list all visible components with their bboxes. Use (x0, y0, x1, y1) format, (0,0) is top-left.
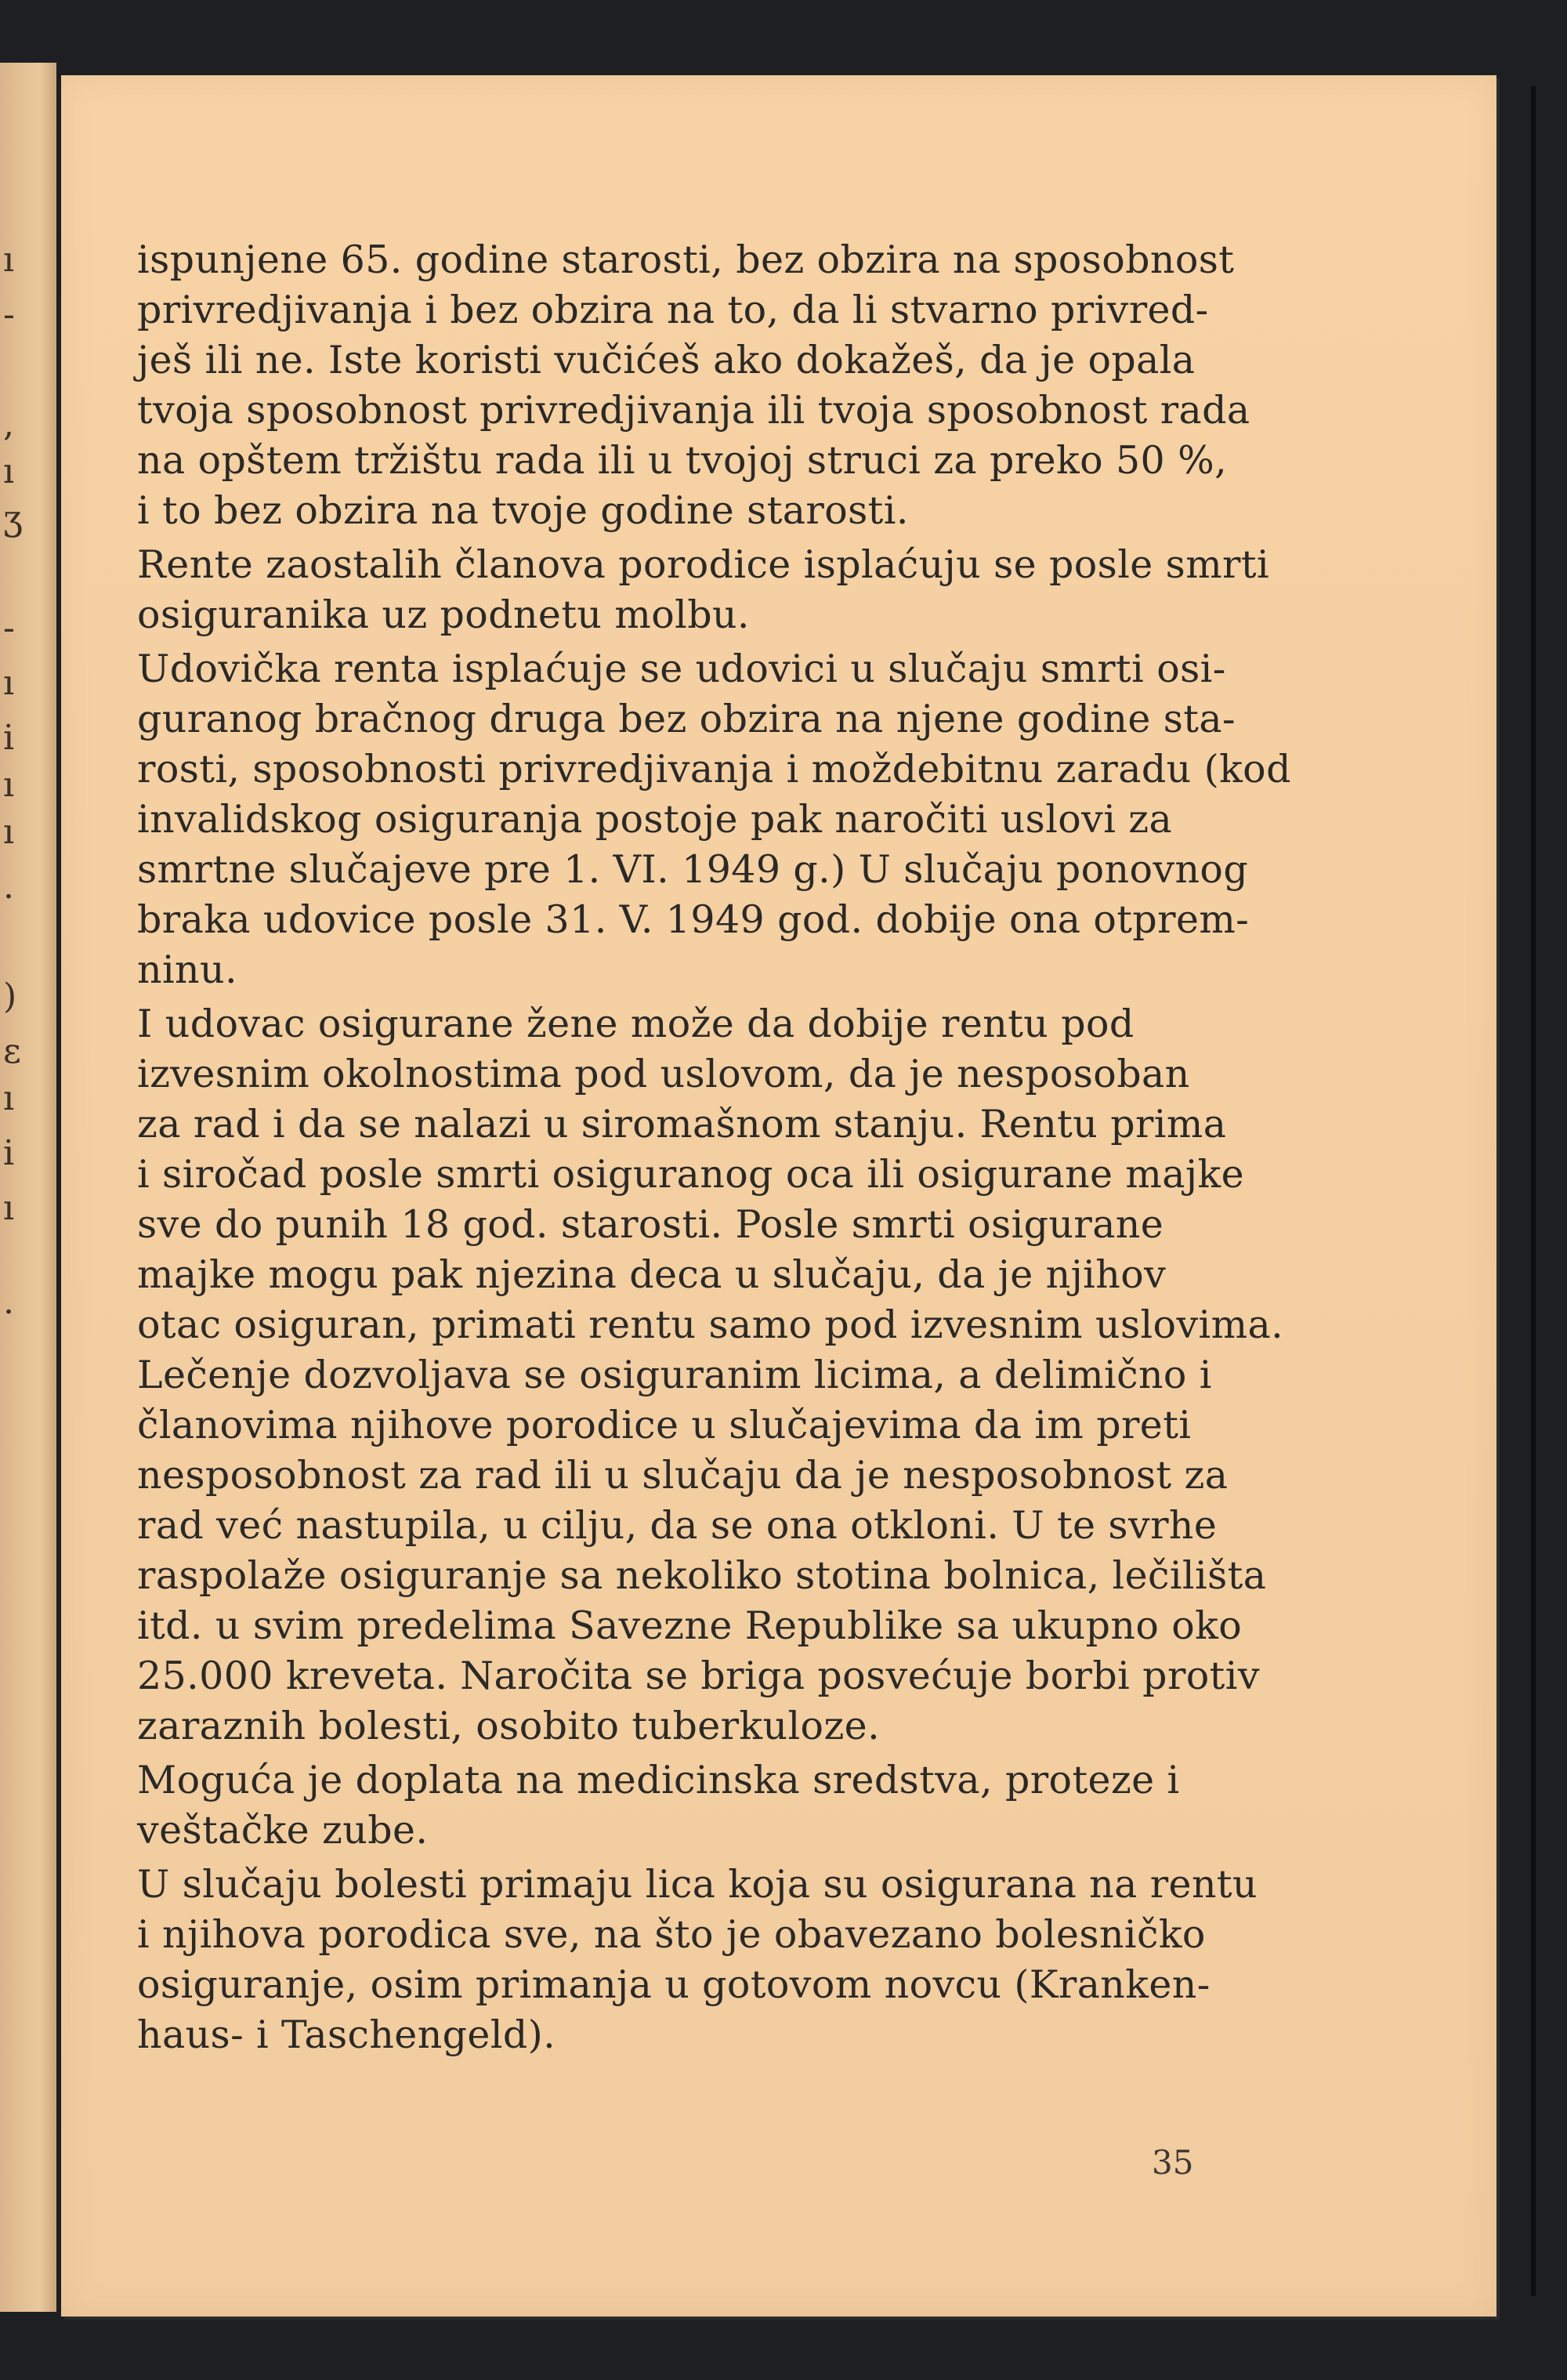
margin-fragment: ı (3, 451, 15, 491)
paragraph: ispunjene 65. godine starosti, bez obzira na sposobnost privredjivanja i bez obzira na to, da li stvarno privred- ješ ili ne. Iste koristi vučićeš ako dokažeš, da je opala tvoja sposobnost privredjivanja ili tvoja sposobnost rada na opštem tržištu rada ili u tvojoj struci za preko 50 %, i to bez obzira na tvoje godine starosti. (137, 237, 1250, 533)
previous-page-edge (0, 63, 56, 2312)
margin-fragment: i (3, 718, 15, 758)
margin-fragment: , (3, 404, 14, 444)
page-body (137, 235, 1344, 2064)
paragraph: Rente zaostalih članova porodice isplaćuju se posle smrti osiguranika uz podnetu molbu. (137, 542, 1270, 637)
paragraph: U slučaju bolesti primaju lica koja su osigurana na rentu i njihova porodica sve, na što je obavezano bolesničko osiguranje, osim primanja u gotovom novcu (Kranken- haus- i Taschengeld). (137, 1862, 1258, 2057)
margin-fragment: - (3, 295, 15, 335)
margin-fragment: ı (3, 1078, 15, 1118)
margin-fragment: i (3, 1133, 15, 1173)
paragraph: I udovac osigurane žene može da dobije rentu pod izvesnim okolnostima pod uslovom, da je nesposoban za rad i da se nalazi u siromašnom stanju. Rentu prima i siročad posle smrti osiguranog oca ili osigurane majke sve do punih 18 god. starosti. Posle smrti osigurane majke mogu pak njezina deca u slučaju, da je njihov otac osiguran, primati rentu samo pod izvesnim uslovima. Lečenje dozvoljava se osiguranim licima, a delimično i članovima njihove porodice u slučajevima da im preti nesposobnost za rad ili u slučaju da je nesposobnost za rad već nastupila, u cilju, da se ona otkloni. U te svrhe raspolaže osiguranje sa nekoliko stotina bolnica, lečilišta itd. u svim predelima Savezne Republike sa ukupno oko 25.000 kreveta. Naročita se briga posvećuje borbi protiv zaraznih bolesti, osobito tuberkuloze. (137, 1002, 1284, 1748)
margin-fragment: ı (3, 663, 15, 703)
margin-fragment: . (3, 867, 14, 907)
margin-fragment: ı (3, 240, 15, 280)
margin-fragment: ʒ (3, 498, 23, 538)
margin-fragment: ) (3, 976, 17, 1016)
margin-fragment: ı (3, 812, 15, 852)
margin-fragment: ɛ (3, 1031, 21, 1071)
margin-fragment: - (3, 608, 15, 648)
page-number: 35 (1152, 2143, 1194, 2182)
paragraph: Moguća je doplata na medicinska sredstva, proteze i veštačke zube. (137, 1758, 1180, 1853)
margin-fragment: ı (3, 765, 15, 805)
page-edge-shadow (1531, 86, 1536, 2296)
margin-fragment: . (3, 1282, 14, 1322)
margin-fragment: ı (3, 1188, 15, 1228)
paragraph: Udovička renta isplaćuje se udovici u slučaju smrti osi- guranog bračnog druga bez obzira na njene godine sta- rosti, sposobnosti privredjivanja i moždebitnu zaradu (kod invalidskog osiguranja postoje pak naročiti uslovi za smrtne slučajeve pre 1. VI. 1949 g.) U slučaju ponovnog braka udovice posle 31. V. 1949 god. dobije ona otprem- ninu. (137, 647, 1291, 992)
